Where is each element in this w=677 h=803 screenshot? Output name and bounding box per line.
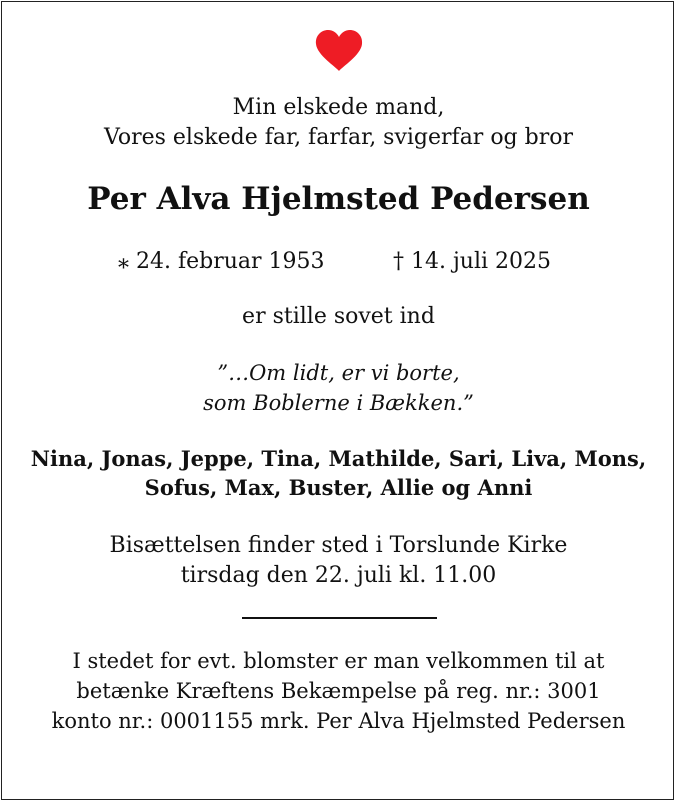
family-line: Nina, Jonas, Jeppe, Tina, Mathilde, Sari, Liva, Mons,	[30, 446, 647, 471]
quote-line: som Boblerne i Bækken.”	[203, 391, 474, 415]
passing-statement: er stille sovet ind	[242, 304, 435, 329]
quote-line: ”…Om lidt, er vi borte,	[217, 361, 460, 385]
donation-line: betænke Kræftens Bekæmpelse på reg. nr.: 3001	[76, 679, 601, 703]
birth-date: ⁎ 24. februar 1953	[118, 249, 325, 274]
funeral-line: tirsdag den 22. juli kl. 11.00	[180, 563, 497, 588]
intro-line: Vores elskede far, farfar, svigerfar og bror	[103, 125, 573, 150]
donation-info	[0, 646, 677, 736]
intro-line: Min elskede mand,	[232, 95, 445, 120]
death-date: † 14. juli 2025	[393, 249, 552, 274]
intro-text	[0, 93, 677, 153]
divider	[242, 617, 437, 619]
funeral-line: Bisættelsen finder sted i Torslunde Kirke	[109, 533, 568, 558]
family-line: Sofus, Max, Buster, Allie og Anni	[144, 475, 533, 500]
heart-shape	[316, 30, 362, 71]
heart-icon	[314, 30, 364, 72]
donation-line: konto nr.: 0001155 mrk. Per Alva Hjelmsted Pedersen	[51, 709, 626, 733]
funeral-info	[0, 531, 677, 591]
quote	[0, 358, 677, 418]
deceased-name: Per Alva Hjelmsted Pedersen	[87, 181, 590, 217]
donation-line: I stedet for evt. blomster er man velkommen til at	[72, 649, 605, 673]
family-names	[0, 444, 677, 502]
